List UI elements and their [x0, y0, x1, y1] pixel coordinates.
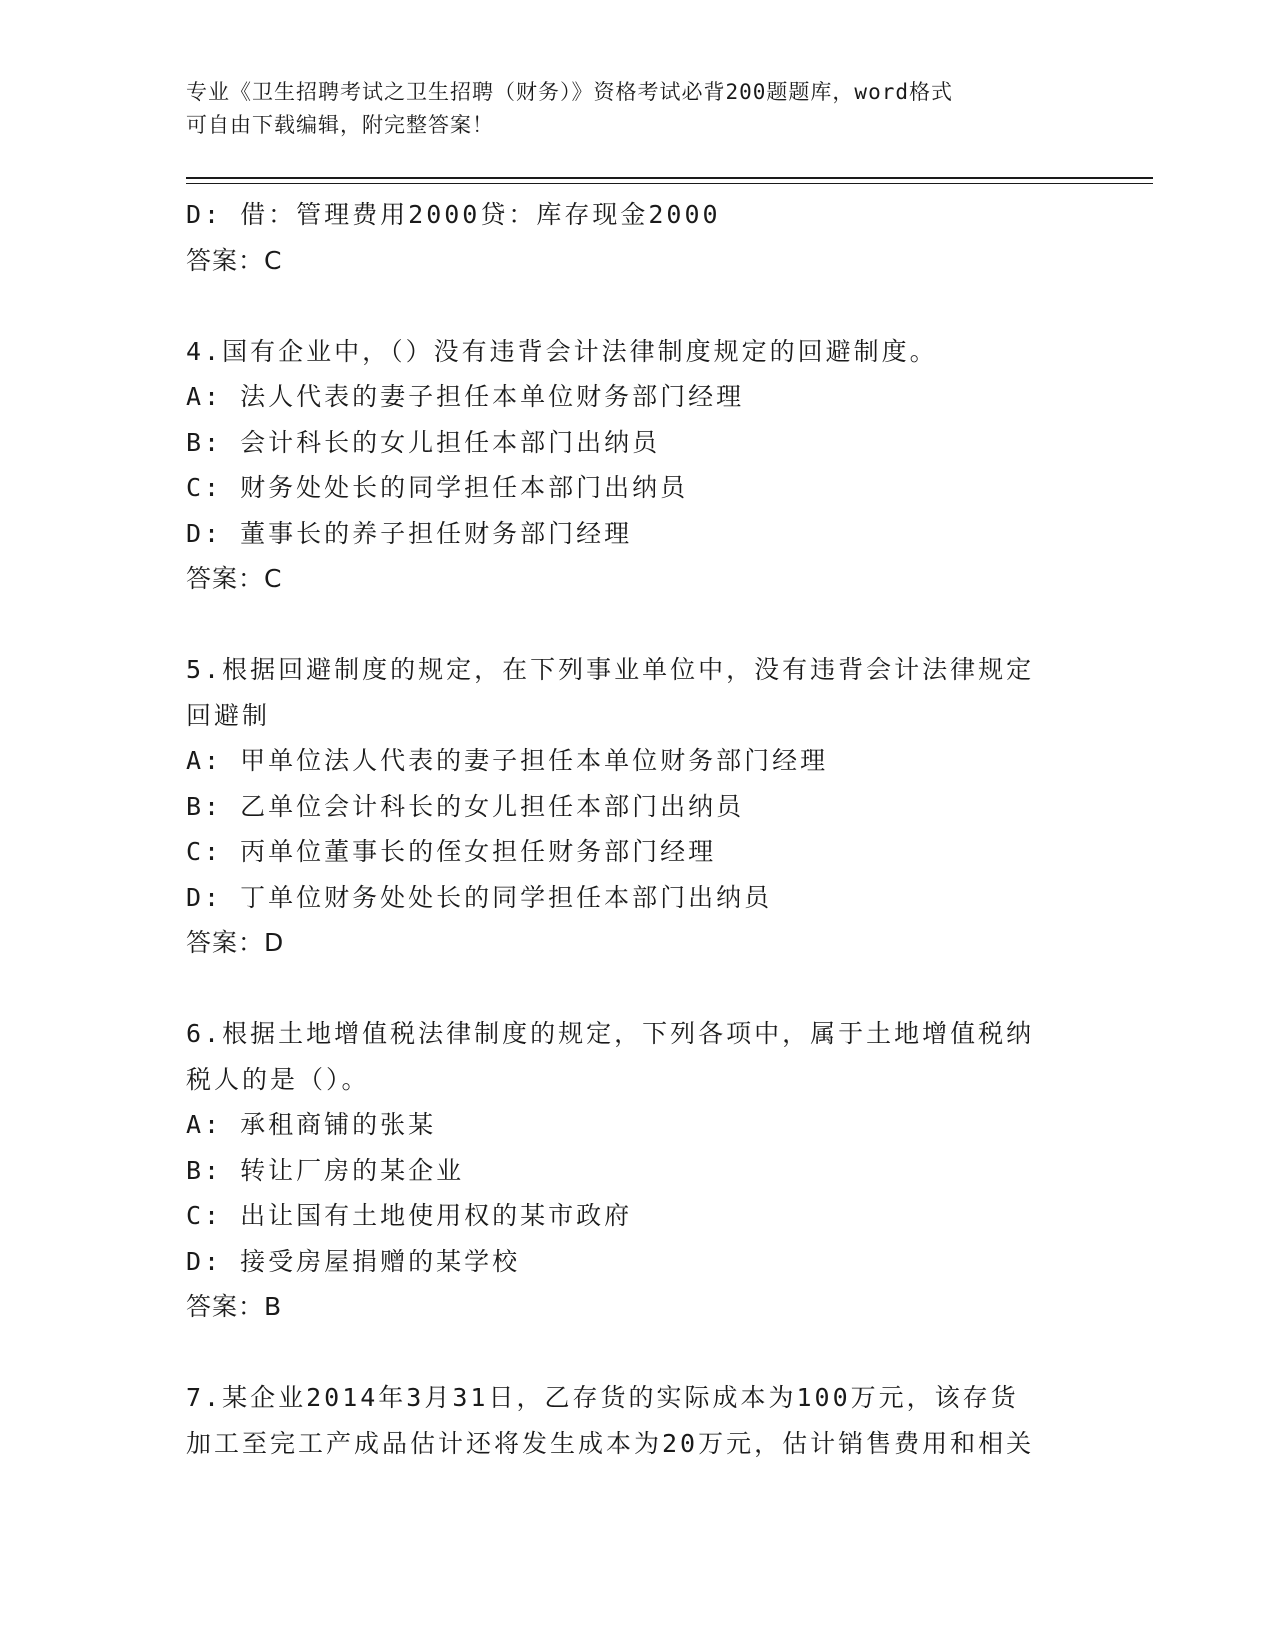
header-rule-thin — [186, 183, 1153, 184]
question-6 — [186, 1011, 1086, 1330]
header-title-line-1: 专业《卫生招聘考试之卫生招聘（财务）》资格考试必背200题题库，word格式 — [186, 80, 953, 104]
option-b: B: 乙单位会计科长的女儿担任本部门出纳员 — [186, 791, 745, 821]
answer-line: 答案：D — [186, 928, 285, 957]
answer-line: 答案：C — [186, 564, 283, 593]
option-d: D: 借：管理费用2000贷：库存现金2000 — [186, 200, 721, 229]
answer-line: 答案：C — [186, 245, 283, 275]
spacer — [186, 602, 1086, 648]
option-a: A: 法人代表的妻子担任本单位财务部门经理 — [186, 382, 745, 411]
document-header — [186, 76, 1066, 142]
header-rule-thick — [186, 177, 1153, 179]
option-c: C: 丙单位董事长的侄女担任财务部门经理 — [186, 837, 717, 866]
question-3-tail — [186, 192, 1086, 283]
question-4 — [186, 329, 1086, 602]
question-5 — [186, 647, 1086, 966]
option-b: B: 会计科长的女儿担任本部门出纳员 — [186, 427, 661, 457]
question-stem: 6.根据土地增值税法律制度的规定，下列各项中，属于土地增值税纳 — [186, 1019, 1035, 1048]
option-d: D: 丁单位财务处处长的同学担任本部门出纳员 — [186, 882, 773, 912]
question-stem: 5.根据回避制度的规定，在下列事业单位中，没有违背会计法律规定 — [186, 655, 1035, 684]
answer-line: 答案：B — [186, 1292, 283, 1321]
question-stem-continued: 税人的是（）。 — [186, 1064, 370, 1094]
question-list — [186, 192, 1086, 1466]
option-a: A: 承租商铺的张某 — [186, 1110, 437, 1139]
question-7 — [186, 1375, 1086, 1466]
question-stem: 4.国有企业中，（）没有违背会计法律制度规定的回避制度。 — [186, 336, 938, 366]
option-d: D: 董事长的养子担任财务部门经理 — [186, 518, 633, 548]
option-c: C: 财务处处长的同学担任本部门出纳员 — [186, 473, 689, 502]
question-stem-continued: 加工至完工产成品估计还将发生成本为20万元，估计销售费用和相关 — [186, 1428, 1035, 1458]
option-a: A: 甲单位法人代表的妻子担任本单位财务部门经理 — [186, 746, 829, 775]
spacer — [186, 966, 1086, 1012]
spacer — [186, 283, 1086, 329]
question-stem-continued: 回避制 — [186, 700, 271, 730]
question-stem: 7.某企业2014年3月31日，乙存货的实际成本为100万元，该存货 — [186, 1383, 1019, 1412]
option-d: D: 接受房屋捐赠的某学校 — [186, 1246, 521, 1276]
option-b: B: 转让厂房的某企业 — [186, 1155, 465, 1185]
header-title-line-2: 可自由下载编辑，附完整答案！ — [186, 113, 494, 137]
spacer — [186, 1330, 1086, 1376]
option-c: C: 出让国有土地使用权的某市政府 — [186, 1201, 633, 1230]
